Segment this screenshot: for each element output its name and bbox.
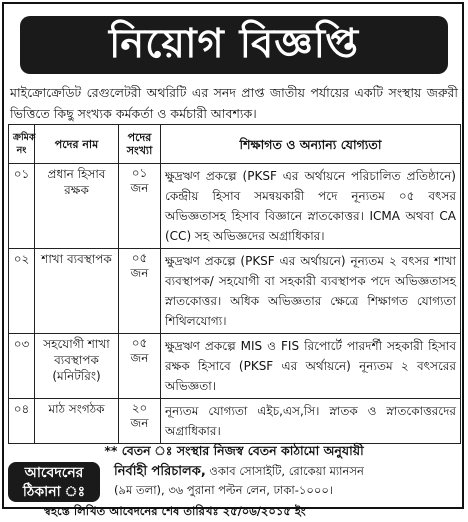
- table-row: [9, 399, 461, 444]
- table-header-row: [9, 125, 461, 164]
- table-row: [9, 249, 461, 334]
- row-post: শাখা ব্যবস্থাপক: [35, 249, 119, 334]
- row-qualification: ক্ষুদ্রঋণ প্রকল্পে MIS ও FIS রিপোর্টে পারদর্শী সহকারী হিসাব রক্ষক হিসাবে (PKSF এর অর্থায়নে) নূন্যতম ২ বৎসরের অভিজ্ঞতা।: [161, 334, 461, 399]
- row-count: ০১ জন: [119, 164, 161, 249]
- row-count: ২০ জন: [119, 399, 161, 444]
- row-count: ০৫ জন: [119, 249, 161, 334]
- header-qualification: শিক্ষাগত ও অন্যান্য যোগ্যতা: [161, 125, 461, 164]
- title-banner: [20, 16, 448, 74]
- row-qualification: ক্ষুদ্রঋণ প্রকল্পে (PKSF এর অর্থায়নে পরিচালিত প্রতিষ্ঠানে) কেন্দ্রীয় হিসাব সমন্বয়কারী পদে নূন্যতম ০৫ বৎসর অভিজ্ঞতাসহ হিসাব বিজ্ঞানে স্নাতকোত্তর। ICMA অথবা CA (CC) সহ অভিজ্ঞদের অগ্রাধিকার।: [161, 164, 461, 249]
- row-serial: ০৩: [9, 334, 35, 399]
- intro-paragraph: মাইক্রোক্রেডিট রেগুলেটরী অথরিটি এর সনদ প্রাপ্ত জাতীয় পর্যায়ের একটি সংস্থায় জরুরী ভিত্তিতে কিছু সংখ্যক কর্মকর্তা ও কর্মচারী আবশ্যক।: [10, 85, 458, 121]
- row-serial: ০২: [9, 249, 35, 334]
- header-count: পদের সংখ্যা: [119, 125, 161, 164]
- salary-note: ** বেতন ঃ সংস্থার নিজস্ব বেতন কাঠামো অনুযায়ী: [104, 443, 364, 458]
- apply-label-line2: ঠিকানা ঃ: [22, 484, 86, 500]
- recipient-title: নির্বাহী পরিচালক,: [114, 464, 206, 479]
- address-line1: ওকাব সোসাইটি, রোকেয়া ম্যানসন: [209, 464, 364, 478]
- apply-address: [114, 462, 460, 500]
- row-post: মাঠ সংগঠক: [35, 399, 119, 444]
- header-post: পদের নাম: [35, 125, 119, 164]
- row-qualification: নূন্যতম যোগ্যতা এইচ,এস,সি। স্নাতক ও স্নাতকোত্তরদের অগ্রাধিকার।: [161, 399, 461, 444]
- apply-label-line1: আবেদনের: [24, 465, 84, 481]
- row-serial: ০১: [9, 164, 35, 249]
- row-qualification: ক্ষুদ্রঋণ প্রকল্পে (PKSF এর অর্থায়নে) নূন্যতম ২ বৎসর শাখা ব্যবস্থাপক/ সহযোগী বা সহকারী ব্যবস্থাপক পদে অভিজ্ঞতাসহ স্নাতকোত্তর। অধিক অভিজ্ঞতার ক্ষেত্রে শিক্ষাগত যোগ্যতা শিথিলযোগ্য।: [161, 249, 461, 334]
- table-row: [9, 164, 461, 249]
- page-title: নিয়োগ বিজ্ঞপ্তি: [108, 20, 359, 67]
- table-row: [9, 334, 461, 399]
- apply-address-label: [8, 462, 100, 502]
- row-post: প্রধান হিসাব রক্ষক: [35, 164, 119, 249]
- address-line2: (৯ম তলা), ৩৬ পুরানা পল্টন লেন, ঢাকা-১০০০।: [114, 483, 333, 497]
- row-post: সহযোগী শাখা ব্যবস্থাপক (মনিটরিং): [35, 334, 119, 399]
- header-serial: ক্রমিক নং: [9, 125, 35, 164]
- row-count: ০৫ জন: [119, 334, 161, 399]
- vacancy-table: [8, 124, 461, 444]
- job-advertisement: [2, 2, 464, 518]
- row-serial: ০৪: [9, 399, 35, 444]
- application-deadline: স্বহস্তে লিখিত আবেদনের শেষ তারিখঃ ২৫/০৬/২০১৫ ইং: [44, 504, 306, 518]
